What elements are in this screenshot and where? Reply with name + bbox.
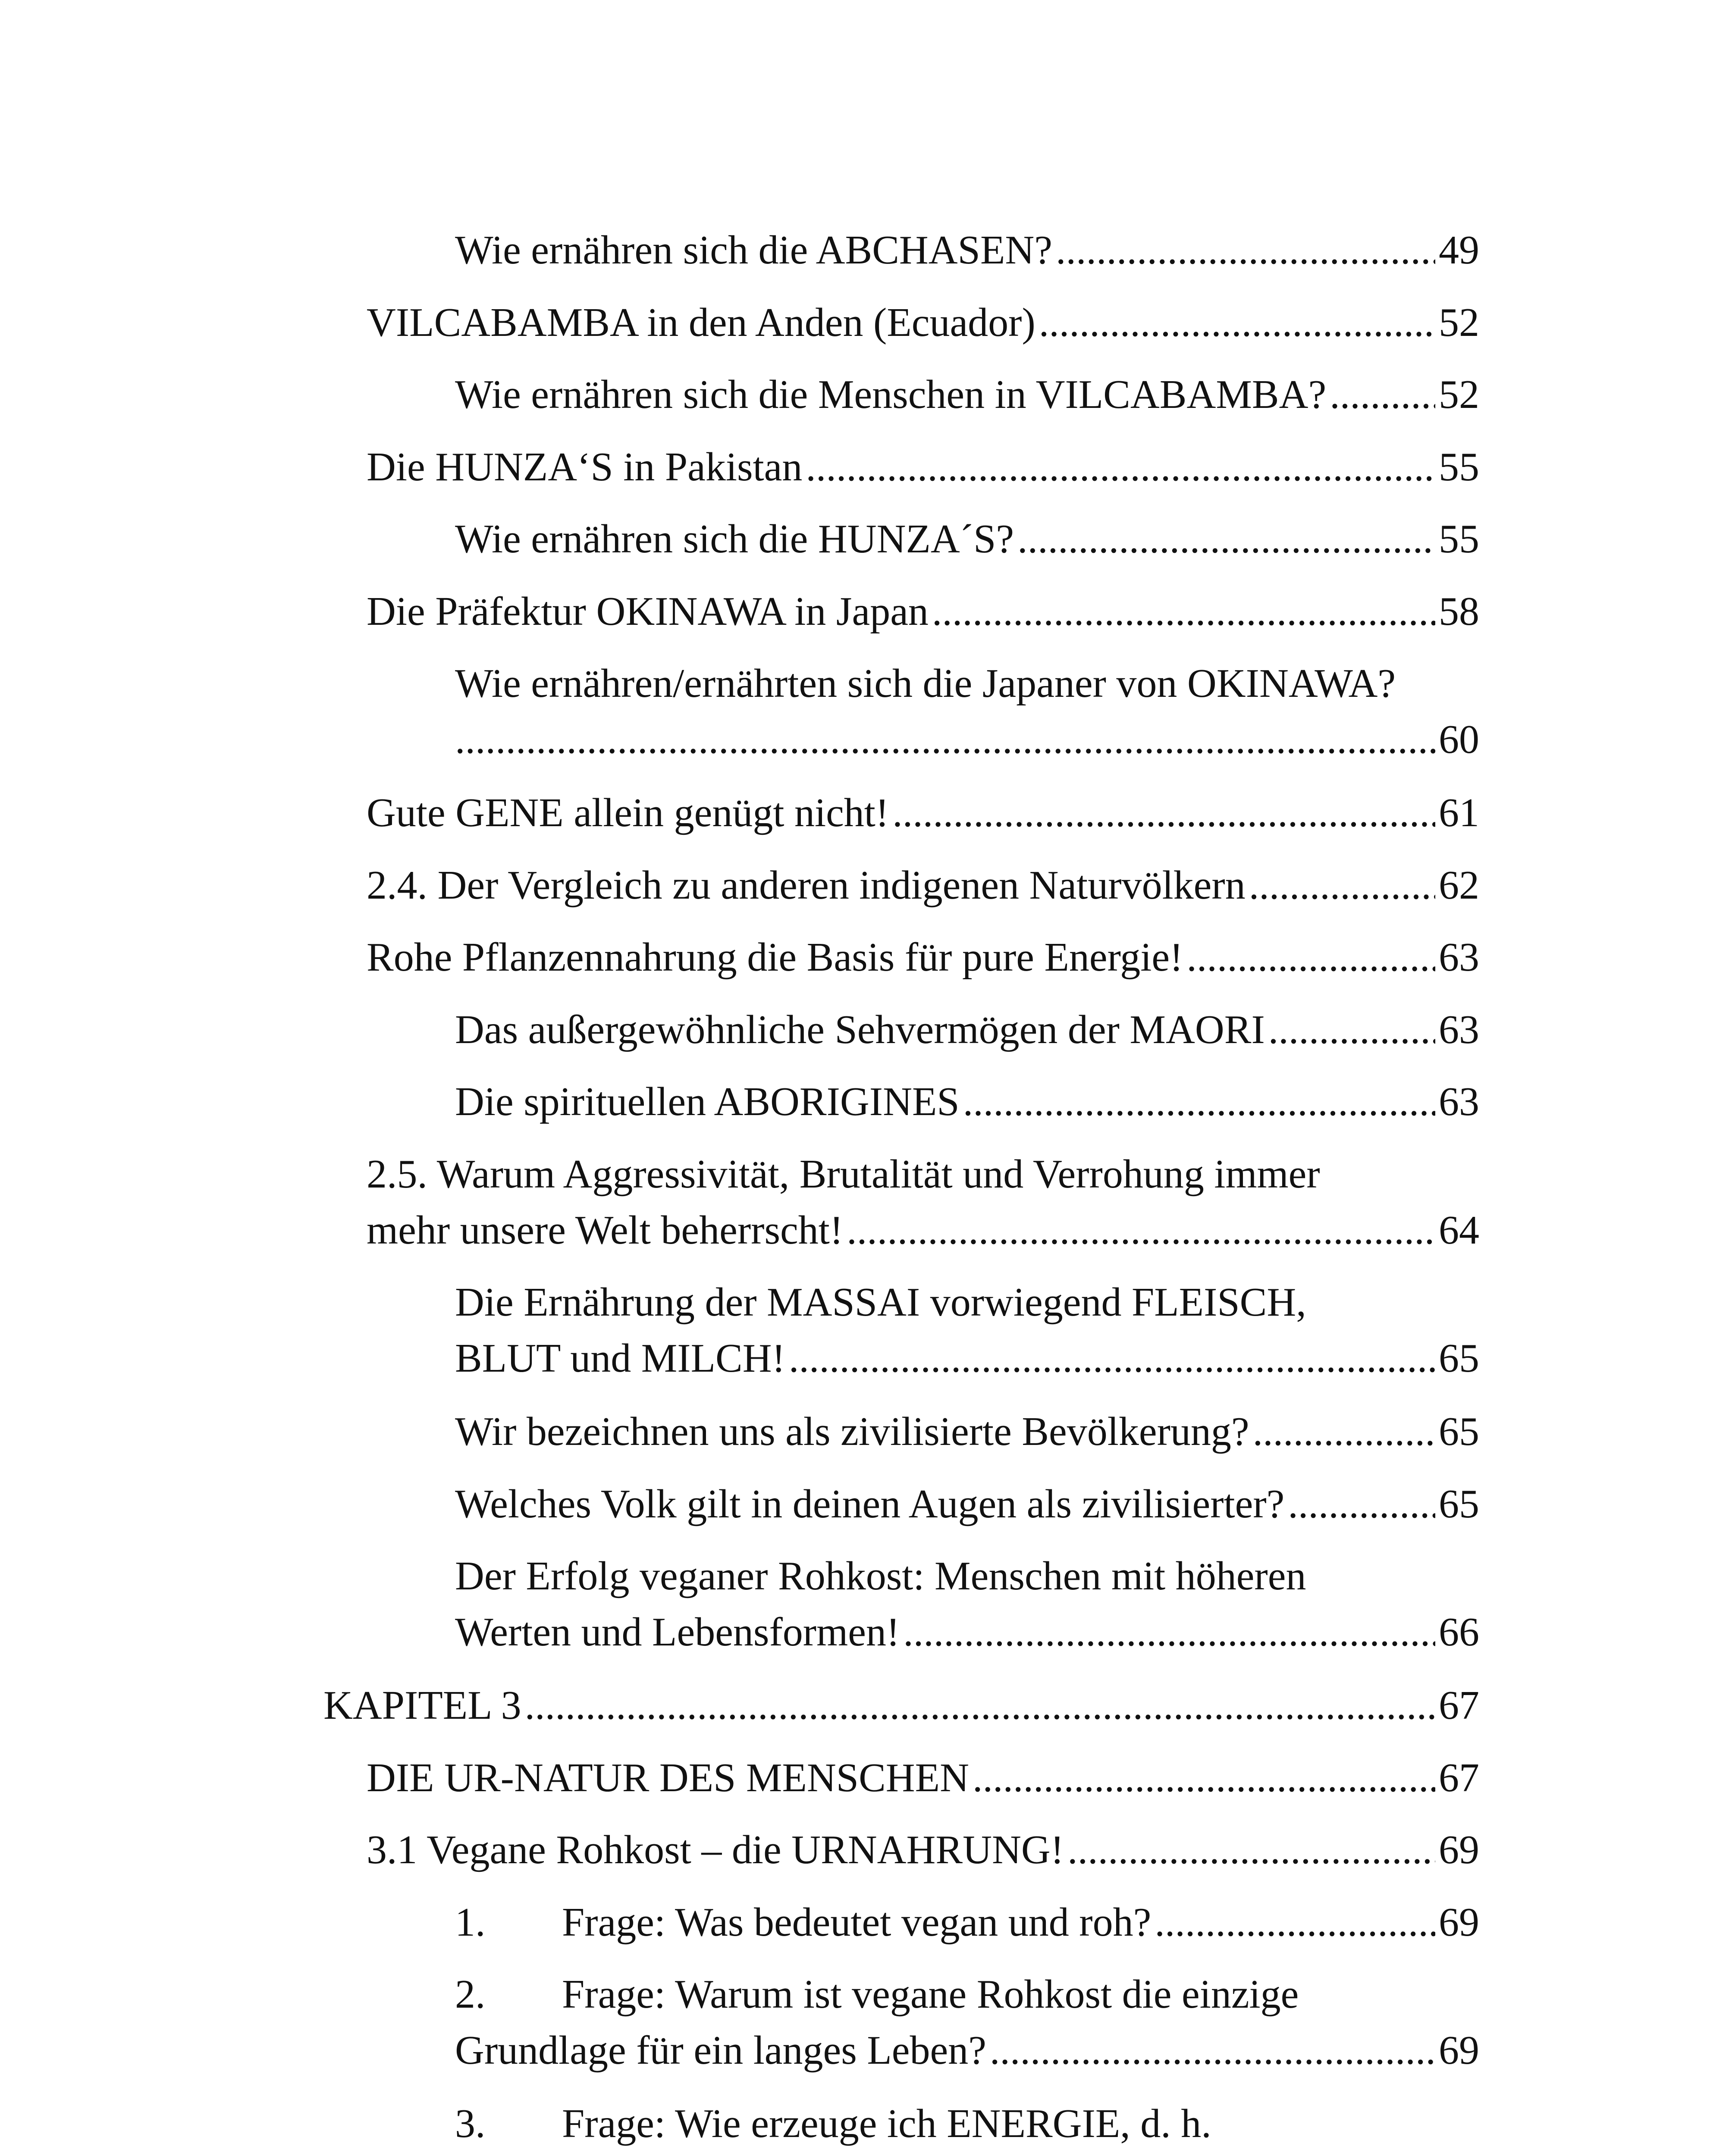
leader-dots [1056,222,1435,278]
leader-dots [1330,367,1435,423]
toc-entry-title-cont: mehr unsere Welt beherrscht! [367,1208,844,1253]
toc-entry-title: VILCABAMBA in den Anden (Ecuador) [367,300,1035,345]
toc-entry [367,857,1479,913]
leader-dots [892,785,1435,841]
toc-entry [455,1966,1479,2078]
leader-dots [932,583,1435,639]
leader-dots [1268,1002,1435,1058]
leader-dots [990,2022,1435,2078]
leader-dots [1039,295,1435,351]
toc-entry-page: 69 [1439,1827,1479,1872]
toc-entry-title-cont: Werten und Lebensformen! [455,1610,900,1655]
toc-entry-page: 60 [1439,717,1479,762]
leader-dots [525,1677,1435,1733]
toc-entry-page: 69 [1439,1900,1479,1945]
toc-entry [367,1146,1479,1258]
leader-dots [903,1604,1435,1660]
leader-dots [1186,929,1435,985]
toc-entry-title: Das außergewöhnliche Sehvermögen der MAORI [455,1007,1265,1052]
toc-entry [455,1404,1479,1460]
toc-entry-number: 1. [455,1900,486,1945]
toc-entry [455,1894,1479,1950]
leader-dots [963,1074,1435,1130]
toc-entry [455,1074,1479,1130]
toc-entry-page: 63 [1439,1007,1479,1052]
toc-entry-page: 49 [1439,228,1479,273]
toc-entry [367,1822,1479,1878]
leader-dots [1253,1404,1435,1460]
toc-entry-title-cont: Grundlage für ein langes Leben? [455,2028,986,2073]
toc-entry-title: Die Ernährung der MASSAI vorwiegend FLEISCH, [455,1280,1306,1325]
toc-entry-page: 66 [1439,1610,1479,1655]
leader-dots [1017,511,1435,567]
leader-dots [1155,1894,1435,1950]
toc-entry [455,2096,1479,2156]
toc-entry-page: 58 [1439,589,1479,634]
leader-dots [806,439,1435,495]
toc-entry [455,1476,1479,1532]
toc-entry-title: 2.4. Der Vergleich zu anderen indigenen Naturvölkern [367,863,1246,908]
toc-entry-title: Die spirituellen ABORIGINES [455,1079,960,1124]
toc-entry-title-cont: BLUT und MILCH! [455,1336,785,1381]
toc-entry [367,583,1479,639]
toc-entry [367,785,1479,841]
toc-entry-page: 69 [1439,2028,1479,2073]
toc-entry-title: Der Erfolg veganer Rohkost: Menschen mit höheren [455,1554,1306,1598]
toc-entry [455,1274,1479,1386]
toc-entry-page: 67 [1439,1683,1479,1728]
toc-entry-number: 3. [455,2101,486,2146]
toc-entry [455,511,1479,567]
toc-entry-title: 3.1 Vegane Rohkost – die URNAHRUNG! [367,1827,1064,1872]
toc-entry-page: 63 [1439,935,1479,980]
toc-entry-title: Wie ernähren sich die ABCHASEN? [455,228,1052,273]
toc-entry-page: 52 [1439,300,1479,345]
toc-entry [367,929,1479,985]
toc-entry-page: 52 [1439,372,1479,417]
toc-entry-page: 55 [1439,445,1479,489]
toc-entry [323,1677,1479,1733]
toc-entry-title: Rohe Pflanzennahrung die Basis für pure Energie! [367,935,1183,980]
toc-entry-page [1439,2152,1479,2156]
toc-entry-page: 63 [1439,1079,1479,1124]
toc-entry [367,295,1479,351]
toc-entry-title: Wie ernähren/ernährten sich die Japaner von OKINAWA? [455,661,1396,706]
toc-entry-page: 65 [1439,1409,1479,1454]
toc-entry-number: 2. [455,1972,486,2017]
leader-dots [847,1202,1435,1258]
toc-entry-page: 64 [1439,1208,1479,1253]
toc-entry-page: 61 [1439,790,1479,835]
leader-dots [1288,1476,1435,1532]
toc-entry-title: KAPITEL 3 [323,1683,521,1728]
toc-entry [367,439,1479,495]
leader-dots [789,1330,1435,1386]
toc-entry-title: Die Präfektur OKINAWA in Japan [367,589,929,634]
toc-entry [455,367,1479,423]
leader-dots [1249,857,1435,913]
toc-entry [455,1002,1479,1058]
leader-dots [455,711,1435,768]
toc-entry-title: Wie ernähren sich die HUNZA´S? [455,517,1014,561]
toc-entry [455,222,1479,278]
toc-entry [455,655,1479,768]
toc-entry-title: DIE UR-NATUR DES MENSCHEN [367,1755,969,1800]
toc-entry-page: 67 [1439,1755,1479,1800]
toc-entry [367,1750,1479,1806]
toc-entry-title: Frage: Wie erzeuge ich ENERGIE, d. h. [562,2101,1211,2146]
toc-entry-title-cont [455,2152,1005,2156]
toc-entry-title: Gute GENE allein genügt nicht! [367,790,889,835]
toc-entry-title: Wir bezeichnen uns als zivilisierte Bevölkerung? [455,1409,1249,1454]
toc-entry-title: Frage: Warum ist vegane Rohkost die einzige [562,1972,1299,2017]
leader-dots [973,1750,1435,1806]
toc-entry-page: 65 [1439,1336,1479,1381]
toc-entry [455,1548,1479,1660]
toc-entry-title: 2.5. Warum Aggressivität, Brutalität und Verrohung immer [367,1152,1320,1197]
toc-entry-page: 65 [1439,1482,1479,1526]
toc-entry-title: Wie ernähren sich die Menschen in VILCABAMBA? [455,372,1327,417]
toc-entry-title: Welches Volk gilt in deinen Augen als zivilisierter? [455,1482,1285,1526]
toc-entry-page: 55 [1439,517,1479,561]
leader-dots [1067,1822,1435,1878]
toc-entry-page: 62 [1439,863,1479,908]
toc-entry-title: Frage: Was bedeutet vegan und roh? [562,1900,1152,1945]
toc-entry-title: Die HUNZA‘S in Pakistan [367,445,803,489]
leader-dots [1008,2152,1435,2156]
